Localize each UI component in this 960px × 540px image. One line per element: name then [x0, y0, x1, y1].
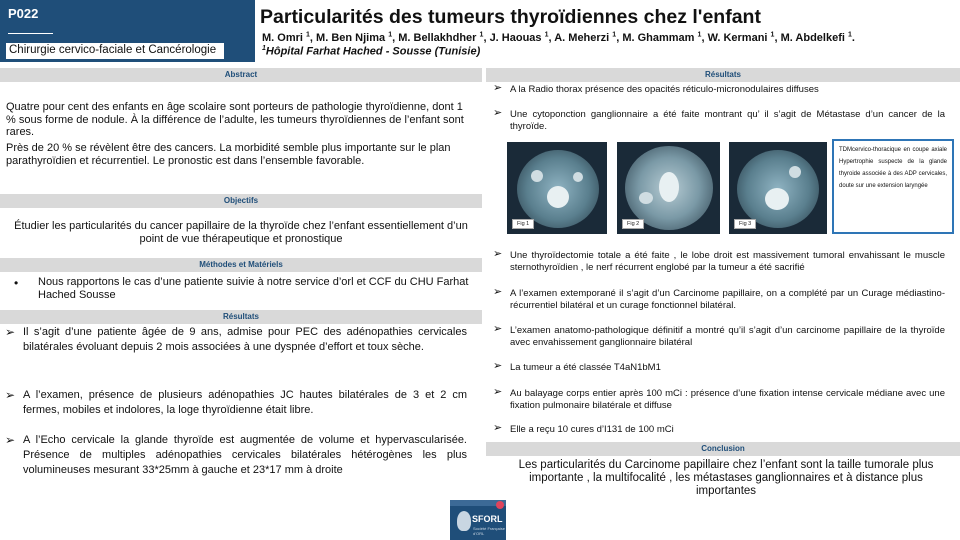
ct-node — [531, 170, 543, 182]
resultats-right-item — [493, 250, 945, 273]
abstract-paragraph-2: Près de 20 % se révèlent être des cancers. La morbidité semble plus importante sur le plan parathyroïdien et récurrentiel. Le pronostic est dans l’ensemble favorable. — [6, 142, 451, 167]
author: M. Ben Njima $^1$, — [316, 31, 399, 44]
resultats-left-text: Il s’agit d’une patiente âgée de 9 ans, admise pour PEC des adénopathies cervicales bilatérales évoluant depuis 2 mois associées à une dyspnée d’effort et toux sèche. — [23, 326, 467, 353]
conclusion-text: Les particularités du Carcinome papillaire chez l’enfant sont la taille tumorale plus importante , la multifocalité , les métastases ganglionnaires et à distance plus importantes — [518, 459, 934, 497]
ct-node — [573, 172, 583, 182]
methodes-heading: Méthodes et Matériels — [0, 258, 482, 272]
author: J. Haouas $^1$, — [489, 31, 555, 44]
author: M. Ghammam $^1$, — [622, 31, 708, 44]
abstract-paragraph-1: Quatre pour cent des enfants en âge scolaire sont porteurs de pathologie thyroïdienne, dont 1 % sous forme de nodule. À la différence de l’adulte, les tumeurs thyroïdiennes de l’enfant sont rares. — [6, 101, 464, 138]
figure-label: Fig 1 — [512, 219, 534, 229]
arrow-bullet-icon: ➢ — [493, 248, 503, 260]
poster-code: P022 — [8, 6, 39, 21]
badge-divider — [8, 33, 53, 34]
resultats-left-text: A l’examen, présence de plusieurs adénopathies JC hautes bilatérales de 3 et 2 cm fermes, mobiles et indolores, la loge thyroïdienne était libre. — [23, 389, 467, 416]
resultats-right-item — [493, 288, 945, 311]
ct-scan-figure — [729, 142, 827, 234]
resultats-right-item — [493, 325, 945, 348]
resultats-left-heading: Résultats — [0, 310, 482, 324]
author: M. Bellakhdher $^1$, — [398, 31, 490, 44]
resultats-right-text: La tumeur a été classée T4aN1bM1 — [510, 362, 661, 373]
figure-label: Fig 2 — [622, 219, 644, 229]
figure-label: Fig 3 — [734, 219, 756, 229]
resultats-left-item — [5, 325, 467, 355]
logo-dot — [496, 501, 504, 509]
resultats-right-item — [493, 388, 945, 411]
logo-text: SFORL — [472, 514, 503, 524]
arrow-bullet-icon: ➢ — [5, 433, 16, 447]
resultats-right-item — [493, 84, 945, 96]
abstract-heading: Abstract — [0, 68, 482, 82]
resultats-right-item — [493, 424, 945, 436]
resultats-right-text: A l’examen extemporané il s’agit d’un Carcinome papillaire, on a complété par un Curage médiastino-récurrentiel bilatéral et un curage fonctionnel bilatéral. — [510, 288, 945, 311]
poster-title: Particularités des tumeurs thyroïdiennes chez l'enfant — [260, 6, 761, 28]
resultats-right-text: Une cytoponction ganglionnaire a été faite montrant qu’ il s’agit de Métastase d’un cancer de la thyroïde. — [510, 109, 945, 132]
resultats-right-item — [493, 109, 945, 132]
ct-scan-figure — [507, 142, 607, 234]
sforl-logo — [450, 500, 506, 540]
objectifs-text: Étudier les particularités du cancer papillaire de la thyroïde chez l’enfant essentiellement d’un point de vue thérapeutique et pronostique — [14, 220, 468, 245]
author-list — [262, 31, 855, 44]
methodes-item — [14, 276, 474, 301]
resultats-left-item — [5, 433, 467, 478]
resultats-right-text: Au balayage corps entier après 100 mCi : présence d’une fixation intense cervicale médiane avec une fixation pulmonaire bilatérale et diffuse — [510, 388, 945, 411]
resultats-right-text: A la Radio thorax présence des opacités réticulo-micronodulaires diffuses — [510, 84, 819, 95]
affiliation: $^1$Hôpital Farhat Hached - Sousse (Tunisie) — [262, 45, 481, 58]
poster-badge — [0, 0, 255, 62]
arrow-bullet-icon: ➢ — [493, 107, 503, 119]
ct-trachea — [547, 186, 569, 208]
arrow-bullet-icon: ➢ — [493, 286, 503, 298]
ct-node — [789, 166, 801, 178]
methodes-text: Nous rapportons le cas d’une patiente suivie à notre service d’orl et CCF du CHU Farhat Hached Sousse — [38, 276, 469, 301]
author: M. Omri $^1$, — [262, 31, 317, 44]
arrow-bullet-icon: ➢ — [493, 360, 503, 372]
ct-scan-figure — [617, 142, 720, 234]
arrow-bullet-icon: ➢ — [493, 422, 503, 434]
resultats-right-item — [493, 362, 945, 374]
bullet-icon: • — [14, 276, 19, 290]
arrow-bullet-icon: ➢ — [493, 323, 503, 335]
arrow-bullet-icon: ➢ — [5, 325, 16, 339]
logo-head-icon — [457, 511, 471, 531]
author: W. Kermani $^1$, — [707, 31, 781, 44]
objectifs-heading: Objectifs — [0, 194, 482, 208]
ct-trachea — [659, 172, 679, 202]
resultats-right-text: L’examen anatomo-pathologique définitif a montré qu’il s’agit d’un carcinome papillaire de la thyroïde avec envahissement ganglionnaire bilatéral — [510, 325, 945, 348]
logo-subtext: Société Française d'ORL — [473, 526, 506, 536]
author: A. Meherzi $^1$, — [554, 31, 623, 44]
figure-caption: TDMcervico-thoracique en coupe axiale Hypertrophie suspecte de la glande thyroide associée à des ADP cervicales, doute sur une extension laryngée — [832, 139, 954, 234]
ct-node — [639, 192, 653, 204]
arrow-bullet-icon: ➢ — [493, 82, 503, 94]
ct-trachea — [765, 188, 789, 210]
author: M. Abdelkefi $^1$. — [780, 31, 855, 44]
arrow-bullet-icon: ➢ — [493, 386, 503, 398]
resultats-right-text: Elle a reçu 10 cures d’I131 de 100 mCi — [510, 424, 674, 435]
category-label: Chirurgie cervico-faciale et Cancérologie — [5, 42, 225, 60]
resultats-left-text: A l’Echo cervicale la glande thyroïde est augmentée de volume et hypervascularisée. Présence de multiples adénopathies cervicales bilatérales hétérogènes les plus volumineuses mesurant 33*25mm à gauche et 23*17 mm à droite — [23, 434, 467, 476]
arrow-bullet-icon: ➢ — [5, 388, 16, 402]
resultats-right-heading: Résultats — [486, 68, 960, 82]
resultats-left-item — [5, 388, 467, 418]
resultats-right-text: Une thyroïdectomie totale a été faite , le lobe droit est massivement tumoral envahissant le muscle sternothyroïdien , le nerf récurrent englobé par la tumeur a été sacrifié — [510, 250, 945, 273]
conclusion-heading: Conclusion — [486, 442, 960, 456]
